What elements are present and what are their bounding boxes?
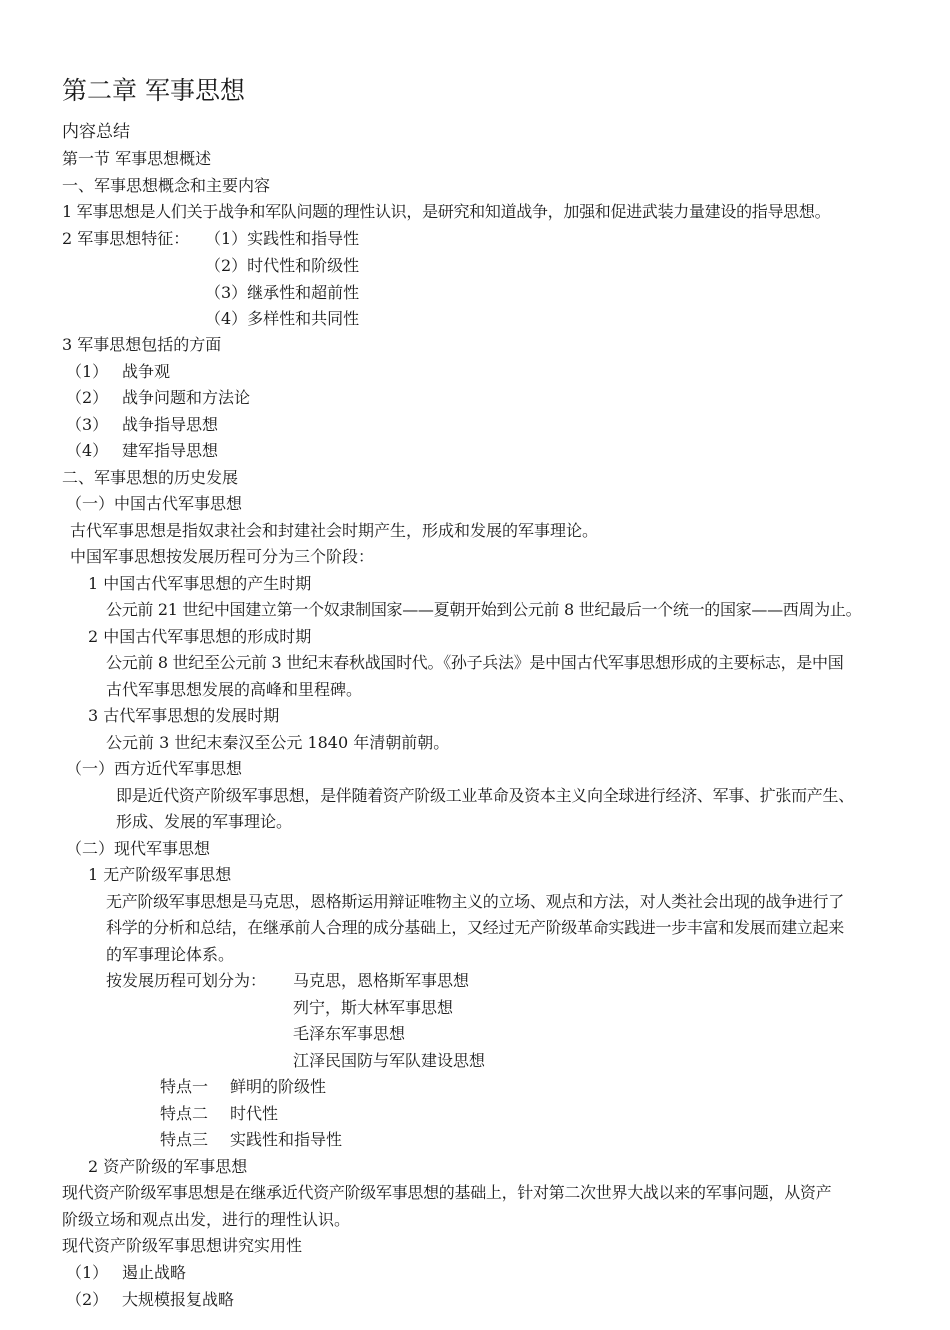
stage3-title: 3 古代军事思想的发展时期 — [88, 706, 280, 725]
stage2-text: 公元前 8 世纪至公元前 3 世纪末春秋战国时代。《孙子兵法》是中国古代军事思想形成的主要标志，是中国 — [106, 653, 844, 672]
division-item: 江泽民国防与军队建设思想 — [293, 1051, 486, 1070]
bourgeois-text: 阶级立场和观点出发，进行的理性认识。 — [62, 1210, 351, 1229]
aspect-text: 建军指导思想 — [122, 441, 219, 460]
chapter-title: 第二章 军事思想 — [62, 76, 245, 105]
proletarian-text: 科学的分析和总结，在继承前人合理的成分基础上，又经过无产阶级革命实践进一步丰富和发展而建立起来 — [106, 918, 844, 937]
trait-label: 特点一 — [160, 1077, 209, 1096]
trait-text: 实践性和指导性 — [230, 1130, 343, 1149]
feature-item: （2）时代性和阶级性 — [205, 256, 360, 275]
western-text: 形成、发展的军事理论。 — [116, 812, 293, 831]
ancient-stages-intro: 中国军事思想按发展历程可分为三个阶段： — [70, 547, 375, 566]
item1-text: 1 军事思想是人们关于战争和军队问题的理性认识，是研究和知道战争，加强和促进武装力量建设的指导思想。 — [62, 202, 831, 221]
strategy-text: 遏止战略 — [122, 1263, 187, 1282]
division-item: 列宁，斯大林军事思想 — [293, 998, 454, 1017]
modern-title: （二）现代军事思想 — [66, 839, 211, 858]
summary-heading: 内容总结 — [62, 122, 130, 142]
strategy-number: （1） — [66, 1263, 109, 1282]
part2-title: 二、军事思想的历史发展 — [62, 468, 239, 487]
stage1-text: 公元前 21 世纪中国建立第一个奴隶制国家——夏朝开始到公元前 8 世纪最后一个统一的国家——西周为止。 — [106, 600, 862, 619]
trait-label: 特点二 — [160, 1104, 209, 1123]
feature-item: （4）多样性和共同性 — [205, 309, 360, 328]
aspect-number: （3） — [66, 415, 109, 434]
trait-text: 鲜明的阶级性 — [230, 1077, 327, 1096]
aspect-text: 战争观 — [122, 362, 171, 381]
strategy-number: （2） — [66, 1290, 109, 1309]
stage2-text: 古代军事思想发展的高峰和里程碑。 — [106, 680, 363, 699]
item3-label: 3 军事思想包括的方面 — [62, 335, 222, 354]
stage1-title: 1 中国古代军事思想的产生时期 — [88, 574, 312, 593]
aspect-number: （1） — [66, 362, 109, 381]
proletarian-text: 无产阶级军事思想是马克思，恩格斯运用辩证唯物主义的立场、观点和方法，对人类社会出现的战争进行了 — [106, 892, 844, 911]
proletarian-title: 1 无产阶级军事思想 — [88, 865, 232, 884]
ancient-definition: 古代军事思想是指奴隶社会和封建社会时期产生，形成和发展的军事理论。 — [70, 521, 599, 540]
bourgeois-title: 2 资产阶级的军事思想 — [88, 1157, 248, 1176]
ancient-title: （一）中国古代军事思想 — [66, 494, 243, 513]
western-title: （一）西方近代军事思想 — [66, 759, 243, 778]
feature-item: （1）实践性和指导性 — [205, 229, 360, 248]
division-item: 马克思，恩格斯军事思想 — [293, 971, 470, 990]
trait-text: 时代性 — [230, 1104, 279, 1123]
aspect-text: 战争问题和方法论 — [122, 388, 251, 407]
part1-title: 一、军事思想概念和主要内容 — [62, 176, 271, 195]
aspect-number: （4） — [66, 441, 109, 460]
section-title: 第一节 军事思想概述 — [62, 149, 212, 168]
division-label: 按发展历程可划分为： — [106, 971, 267, 990]
strategy-text: 大规模报复战略 — [122, 1290, 235, 1309]
feature-item: （3）继承性和超前性 — [205, 283, 360, 302]
stage2-title: 2 中国古代军事思想的形成时期 — [88, 627, 312, 646]
stage3-text: 公元前 3 世纪末秦汉至公元 1840 年清朝前朝。 — [106, 733, 450, 752]
aspect-text: 战争指导思想 — [122, 415, 219, 434]
trait-label: 特点三 — [160, 1130, 209, 1149]
division-item: 毛泽东军事思想 — [293, 1024, 406, 1043]
item2-label: 2 军事思想特征： — [62, 229, 190, 248]
proletarian-text: 的军事理论体系。 — [106, 945, 235, 964]
practical-title: 现代资产阶级军事思想讲究实用性 — [62, 1236, 303, 1255]
bourgeois-text: 现代资产阶级军事思想是在继承近代资产阶级军事思想的基础上，针对第二次世界大战以来的军事问题，从资产 — [62, 1183, 832, 1202]
aspect-number: （2） — [66, 388, 109, 407]
western-text: 即是近代资产阶级军事思想，是伴随着资产阶级工业革命及资本主义向全球进行经济、军事、扩张而产生、 — [116, 786, 854, 805]
